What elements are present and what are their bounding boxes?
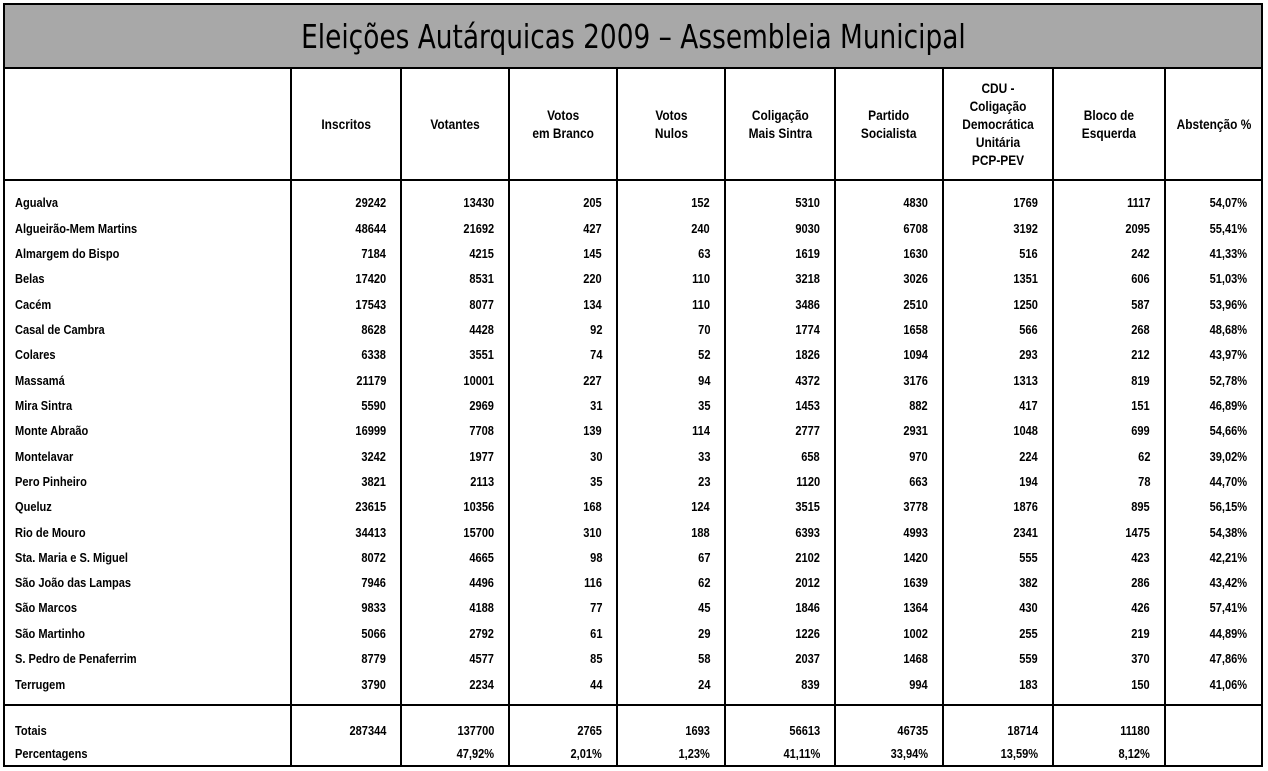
column-header: Votos Nulos <box>617 69 725 180</box>
table-cell: 42,21% <box>1165 546 1261 571</box>
table-cell: 2931 <box>835 419 943 444</box>
table-cell: 8,12% <box>1053 743 1165 765</box>
row-label: Percentagens <box>15 745 88 761</box>
table-cell: 587 <box>1053 292 1165 317</box>
table-row <box>5 292 1261 317</box>
table-cell: 819 <box>1053 368 1165 393</box>
table-cell: 3515 <box>725 495 835 520</box>
table-cell: 13430 <box>401 180 509 217</box>
table-cell: 4496 <box>401 571 509 596</box>
table-cell: 46735 <box>835 705 943 743</box>
table-cell: 33 <box>617 444 725 469</box>
table-cell: 2,01% <box>509 743 617 765</box>
row-label: Queluz <box>15 499 52 515</box>
table-cell: 45 <box>617 596 725 621</box>
table-cell: 44,89% <box>1165 622 1261 647</box>
table-row <box>5 343 1261 368</box>
row-label: Montelavar <box>15 448 74 464</box>
table-cell: 34413 <box>291 520 401 545</box>
table-row <box>5 571 1261 596</box>
table-cell: 41,11% <box>725 743 835 765</box>
table-cell: 74 <box>509 343 617 368</box>
row-label: Monte Abraão <box>15 423 89 439</box>
table-cell: 1693 <box>617 705 725 743</box>
table-cell: 1468 <box>835 647 943 672</box>
table-cell: 287344 <box>291 705 401 743</box>
table-cell: 1250 <box>943 292 1053 317</box>
table-cell: 9833 <box>291 596 401 621</box>
table-cell: 54,07% <box>1165 180 1261 217</box>
table-cell: 61 <box>509 622 617 647</box>
table-cell: 1658 <box>835 318 943 343</box>
table-cell: 63 <box>617 242 725 267</box>
table-cell: 417 <box>943 394 1053 419</box>
table-cell: 1846 <box>725 596 835 621</box>
table-row <box>5 242 1261 267</box>
table-cell: 2095 <box>1053 217 1165 242</box>
table-cell <box>1165 743 1261 765</box>
table-cell: 39,02% <box>1165 444 1261 469</box>
table-cell: 658 <box>725 444 835 469</box>
table-cell: 9030 <box>725 217 835 242</box>
table-cell: 18714 <box>943 705 1053 743</box>
table-cell: 134 <box>509 292 617 317</box>
table-cell: 4188 <box>401 596 509 621</box>
row-label: Cacém <box>15 296 52 312</box>
table-cell: 56,15% <box>1165 495 1261 520</box>
table-cell: 3218 <box>725 267 835 292</box>
table-cell: 220 <box>509 267 617 292</box>
table-row <box>5 180 1261 217</box>
table-cell: 1619 <box>725 242 835 267</box>
table-cell: 33,94% <box>835 743 943 765</box>
table-cell: 183 <box>943 672 1053 705</box>
table-cell: 47,86% <box>1165 647 1261 672</box>
column-header: Partido Socialista <box>835 69 943 180</box>
table-cell: 293 <box>943 343 1053 368</box>
table-cell: 2037 <box>725 647 835 672</box>
table-cell: 70 <box>617 318 725 343</box>
table-cell: 2969 <box>401 394 509 419</box>
row-label: Colares <box>15 347 56 363</box>
table-cell: 994 <box>835 672 943 705</box>
table-cell: 1226 <box>725 622 835 647</box>
table-cell: 4665 <box>401 546 509 571</box>
table-cell: 606 <box>1053 267 1165 292</box>
table-cell: 1630 <box>835 242 943 267</box>
table-cell: 224 <box>943 444 1053 469</box>
table-cell: 382 <box>943 571 1053 596</box>
table-cell: 7946 <box>291 571 401 596</box>
table-cell: 188 <box>617 520 725 545</box>
table-cell: 3486 <box>725 292 835 317</box>
table-cell: 1876 <box>943 495 1053 520</box>
table-cell: 3242 <box>291 444 401 469</box>
table-cell: 35 <box>509 470 617 495</box>
table-cell: 24 <box>617 672 725 705</box>
table-cell: 205 <box>509 180 617 217</box>
table-cell: 555 <box>943 546 1053 571</box>
table-cell: 4993 <box>835 520 943 545</box>
table-cell: 1351 <box>943 267 1053 292</box>
table-cell: 77 <box>509 596 617 621</box>
table-cell: 139 <box>509 419 617 444</box>
table-cell: 4372 <box>725 368 835 393</box>
table-cell: 3026 <box>835 267 943 292</box>
table-cell: 78 <box>1053 470 1165 495</box>
table-cell: 110 <box>617 267 725 292</box>
table-cell: 1117 <box>1053 180 1165 217</box>
table-cell: 5310 <box>725 180 835 217</box>
table-cell: 2341 <box>943 520 1053 545</box>
table-cell: 58 <box>617 647 725 672</box>
table-row <box>5 318 1261 343</box>
table-cell: 1002 <box>835 622 943 647</box>
table-cell: 4428 <box>401 318 509 343</box>
table-cell: 43,97% <box>1165 343 1261 368</box>
table-cell: 46,89% <box>1165 394 1261 419</box>
table-cell: 970 <box>835 444 943 469</box>
table-cell: 2012 <box>725 571 835 596</box>
table-cell: 137700 <box>401 705 509 743</box>
table-cell: 48644 <box>291 217 401 242</box>
table-cell: 152 <box>617 180 725 217</box>
table-cell: 6338 <box>291 343 401 368</box>
table-cell: 2777 <box>725 419 835 444</box>
row-label: Pero Pinheiro <box>15 473 87 489</box>
table-cell: 3821 <box>291 470 401 495</box>
table-cell: 194 <box>943 470 1053 495</box>
table-cell: 3790 <box>291 672 401 705</box>
table-cell: 114 <box>617 419 725 444</box>
table-cell <box>291 743 401 765</box>
table-cell: 116 <box>509 571 617 596</box>
table-cell: 54,38% <box>1165 520 1261 545</box>
table-cell: 21179 <box>291 368 401 393</box>
table-cell: 1826 <box>725 343 835 368</box>
table-cell: 48,68% <box>1165 318 1261 343</box>
column-header: Votos em Branco <box>509 69 617 180</box>
table-cell: 30 <box>509 444 617 469</box>
table-cell: 92 <box>509 318 617 343</box>
table-cell: 13,59% <box>943 743 1053 765</box>
percentages-row <box>5 743 1261 765</box>
table-cell: 6708 <box>835 217 943 242</box>
row-label: São Marcos <box>15 600 78 616</box>
table-cell: 286 <box>1053 571 1165 596</box>
table-row <box>5 495 1261 520</box>
table-cell: 41,06% <box>1165 672 1261 705</box>
table-cell: 423 <box>1053 546 1165 571</box>
table-cell: 23615 <box>291 495 401 520</box>
table-cell: 8077 <box>401 292 509 317</box>
table-cell: 242 <box>1053 242 1165 267</box>
row-label: S. Pedro de Penaferrim <box>15 651 137 667</box>
table-cell: 1313 <box>943 368 1053 393</box>
table-cell: 62 <box>617 571 725 596</box>
column-header: Inscritos <box>291 69 401 180</box>
table-row <box>5 546 1261 571</box>
table-cell: 124 <box>617 495 725 520</box>
table-cell: 3551 <box>401 343 509 368</box>
table-cell: 1769 <box>943 180 1053 217</box>
table-row <box>5 672 1261 705</box>
table-cell: 2510 <box>835 292 943 317</box>
table-cell: 219 <box>1053 622 1165 647</box>
row-label: Sta. Maria e S. Miguel <box>15 549 128 565</box>
page-title: Eleições Autárquicas 2009 – Assembleia Municipal <box>300 16 966 56</box>
table-cell: 145 <box>509 242 617 267</box>
row-label: Casal de Cambra <box>15 322 105 338</box>
column-header: Votantes <box>401 69 509 180</box>
table-frame <box>3 3 1263 767</box>
table-cell: 29 <box>617 622 725 647</box>
table-cell: 17543 <box>291 292 401 317</box>
table-cell: 1364 <box>835 596 943 621</box>
table-cell: 62 <box>1053 444 1165 469</box>
table-cell: 41,33% <box>1165 242 1261 267</box>
row-label: Rio de Mouro <box>15 524 86 540</box>
row-label: Belas <box>15 271 45 287</box>
table-cell: 4577 <box>401 647 509 672</box>
table-cell: 1453 <box>725 394 835 419</box>
table-cell: 839 <box>725 672 835 705</box>
title-bar <box>5 5 1261 69</box>
row-label: Massamá <box>15 372 65 388</box>
table-cell: 52 <box>617 343 725 368</box>
row-label: São João das Lampas <box>15 575 132 591</box>
table-row <box>5 444 1261 469</box>
row-label: Mira Sintra <box>15 397 73 413</box>
table-row <box>5 596 1261 621</box>
table-cell: 29242 <box>291 180 401 217</box>
table-cell: 8531 <box>401 267 509 292</box>
table-cell: 3192 <box>943 217 1053 242</box>
row-label: Almargem do Bispo <box>15 246 120 262</box>
table-cell: 5590 <box>291 394 401 419</box>
table-cell: 255 <box>943 622 1053 647</box>
table-cell: 1639 <box>835 571 943 596</box>
table-cell: 1120 <box>725 470 835 495</box>
table-cell: 2792 <box>401 622 509 647</box>
table-cell: 1475 <box>1053 520 1165 545</box>
table-cell: 47,92% <box>401 743 509 765</box>
table-cell: 57,41% <box>1165 596 1261 621</box>
table-cell <box>1165 705 1261 743</box>
table-row <box>5 394 1261 419</box>
table-cell: 2234 <box>401 672 509 705</box>
table-cell: 8072 <box>291 546 401 571</box>
table-row <box>5 647 1261 672</box>
table-cell: 94 <box>617 368 725 393</box>
table-cell: 4830 <box>835 180 943 217</box>
table-cell: 895 <box>1053 495 1165 520</box>
table-cell: 85 <box>509 647 617 672</box>
table-cell: 168 <box>509 495 617 520</box>
table-cell: 16999 <box>291 419 401 444</box>
table-cell: 559 <box>943 647 1053 672</box>
table-cell: 44 <box>509 672 617 705</box>
table-cell: 8628 <box>291 318 401 343</box>
table-cell: 52,78% <box>1165 368 1261 393</box>
table-cell: 110 <box>617 292 725 317</box>
table-body <box>5 180 1261 705</box>
table-cell: 426 <box>1053 596 1165 621</box>
table-cell: 150 <box>1053 672 1165 705</box>
table-cell: 98 <box>509 546 617 571</box>
results-table <box>5 69 1261 765</box>
totals-section <box>5 705 1261 765</box>
table-cell: 10356 <box>401 495 509 520</box>
table-cell: 1,23% <box>617 743 725 765</box>
table-cell: 6393 <box>725 520 835 545</box>
table-cell: 227 <box>509 368 617 393</box>
table-cell: 2765 <box>509 705 617 743</box>
table-cell: 699 <box>1053 419 1165 444</box>
table-cell: 268 <box>1053 318 1165 343</box>
header-corner <box>5 69 291 180</box>
table-cell: 5066 <box>291 622 401 647</box>
table-cell: 2102 <box>725 546 835 571</box>
row-label: São Martinho <box>15 625 85 641</box>
table-cell: 44,70% <box>1165 470 1261 495</box>
row-label: Totais <box>5 705 291 743</box>
table-cell: 21692 <box>401 217 509 242</box>
table-cell: 310 <box>509 520 617 545</box>
table-cell: 17420 <box>291 267 401 292</box>
column-header: CDU - Coligação Democrática Unitária PCP-PEV <box>943 69 1053 180</box>
table-cell: 3176 <box>835 368 943 393</box>
table-cell: 67 <box>617 546 725 571</box>
table-cell: 663 <box>835 470 943 495</box>
table-cell: 151 <box>1053 394 1165 419</box>
table-cell: 4215 <box>401 242 509 267</box>
table-row <box>5 419 1261 444</box>
row-label: Agualva <box>15 195 58 211</box>
table-cell: 56613 <box>725 705 835 743</box>
column-header: Coligação Mais Sintra <box>725 69 835 180</box>
table-cell: 1420 <box>835 546 943 571</box>
table-cell: 23 <box>617 470 725 495</box>
table-cell: 212 <box>1053 343 1165 368</box>
table-cell: 54,66% <box>1165 419 1261 444</box>
table-row <box>5 267 1261 292</box>
table-cell: 55,41% <box>1165 217 1261 242</box>
table-cell: 3778 <box>835 495 943 520</box>
table-cell: 35 <box>617 394 725 419</box>
header-row <box>5 69 1261 180</box>
table-row <box>5 368 1261 393</box>
table-cell: 7708 <box>401 419 509 444</box>
totals-row <box>5 705 1261 743</box>
table-cell: 1048 <box>943 419 1053 444</box>
row-label: Terrugem <box>15 676 66 692</box>
table-cell: 370 <box>1053 647 1165 672</box>
table-row <box>5 520 1261 545</box>
table-cell: 53,96% <box>1165 292 1261 317</box>
table-cell: 10001 <box>401 368 509 393</box>
table-cell: 31 <box>509 394 617 419</box>
table-cell: 8779 <box>291 647 401 672</box>
table-cell: 2113 <box>401 470 509 495</box>
table-cell: 51,03% <box>1165 267 1261 292</box>
row-label: Algueirão-Mem Martins <box>15 220 138 236</box>
table-cell: 427 <box>509 217 617 242</box>
table-row <box>5 470 1261 495</box>
table-row <box>5 622 1261 647</box>
table-cell: 7184 <box>291 242 401 267</box>
table-cell: 1774 <box>725 318 835 343</box>
table-cell: 566 <box>943 318 1053 343</box>
table-cell: 430 <box>943 596 1053 621</box>
table-cell: 882 <box>835 394 943 419</box>
column-header: Bloco de Esquerda <box>1053 69 1165 180</box>
table-cell: 516 <box>943 242 1053 267</box>
table-cell: 43,42% <box>1165 571 1261 596</box>
column-header: Abstenção % <box>1165 69 1261 180</box>
table-cell: 1094 <box>835 343 943 368</box>
table-cell: 240 <box>617 217 725 242</box>
table-row <box>5 217 1261 242</box>
table-cell: 1977 <box>401 444 509 469</box>
table-cell: 15700 <box>401 520 509 545</box>
table-cell: 11180 <box>1053 705 1165 743</box>
